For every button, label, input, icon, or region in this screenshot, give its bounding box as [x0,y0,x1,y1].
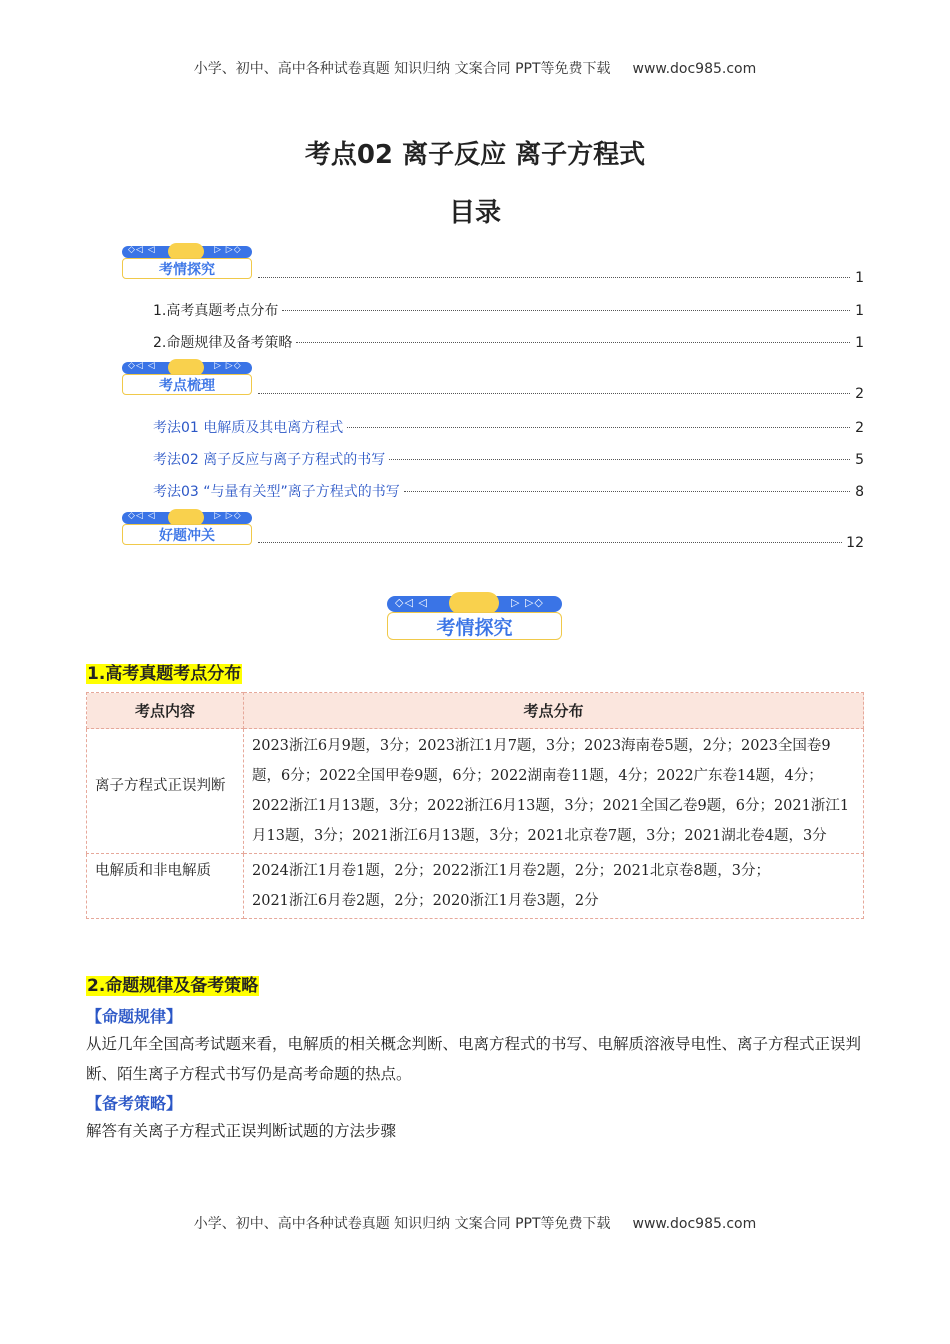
arrow-left-icon: ◇◁ ◁ [128,511,156,521]
table-header-topic: 考点内容 [87,693,244,729]
strategy-label: 【备考策略】 [86,1094,183,1113]
page-title: 考点02 离子反应 离子方程式 [304,140,646,170]
section-1-heading: 1.高考真题考点分布 [87,664,242,684]
table-header-dist: 考点分布 [244,693,864,729]
table-cell-topic: 电解质和非电解质 [87,854,244,919]
toc-item-2[interactable] [153,332,864,352]
toc-dots [389,459,850,460]
strategy-text: 解答有关离子方程式正误判断试题的方法步骤 [86,1122,397,1140]
toc-label: 1.高考真题考点分布 [153,303,279,319]
toc-row-kaoqing[interactable] [254,270,864,286]
toc-method-3[interactable] [153,481,864,501]
toc-dots [296,342,850,343]
badge-label: 考情探究 [159,262,215,278]
rule-text: 从近几年全国高考试题来看，电解质的相关概念判断、电离方程式的书写、电解质溶液导电性、离子方程式正误判断、陌生离子方程式书写仍是高考命题的热点。 [86,1035,862,1083]
badge-label: 好题冲关 [159,528,215,544]
toc-label: 考法03 “与量有关型”离子方程式的书写 [153,484,400,500]
table-cell-topic: 离子方程式正误判断 [87,729,244,854]
toc-row-haoti[interactable] [254,535,864,551]
arrow-right-icon: ▷ ▷◇ [214,511,242,521]
toc-dots [282,310,850,311]
distribution-table [86,692,864,919]
toc-dots [258,277,850,278]
badge-haoti-toc[interactable] [122,512,252,546]
table-row [87,854,864,919]
table-header-row [87,693,864,729]
table-cell-dist [244,854,864,919]
toc-title: 目录 [448,198,501,228]
arrow-right-icon: ▷ ▷◇ [511,596,544,609]
toc-label: 2.命题规律及备考策略 [153,335,293,351]
toc-label: 考法02 离子反应与离子方程式的书写 [153,452,386,468]
badge-kaodian-toc[interactable] [122,362,252,396]
toc-page: 2 [855,386,864,402]
arrow-right-icon: ▷ ▷◇ [214,361,242,371]
toc-method-2[interactable] [153,449,864,469]
toc-row-kaodian[interactable] [254,386,864,402]
arrow-left-icon: ◇◁ ◁ [395,596,428,609]
badge-label: 考点梳理 [159,378,215,394]
page-footer [0,1213,950,1233]
toc-page: 1 [855,335,864,351]
table-cell-dist-line2: 2021浙江6月卷2题，2分；2020浙江1月卷3题，2分 [252,893,599,909]
footer-url[interactable]: www.doc985.com [632,1216,757,1232]
toc-dots [258,542,842,543]
toc-page: 1 [855,303,864,319]
table-cell-dist-line1: 2024浙江1月卷1题，2分；2022浙江1月卷2题，2分；2021北京卷8题，3分； [252,863,771,879]
toc-page: 8 [855,484,864,500]
toc-page: 2 [855,420,864,436]
badge-knob [449,592,499,614]
header-text: 小学、初中、高中各种试卷真题 知识归纳 文案合同 PPT等免费下载 [193,61,611,77]
toc-item-1[interactable] [153,300,864,320]
table-row [87,729,864,854]
table-cell-dist: 2023浙江6月9题，3分；2023浙江1月7题，3分；2023海南卷5题，2分；2023全国卷9题，6分；2022全国甲卷9题，6分；2022湖南卷11题，4分；2022广东卷14题，4分；2022浙江1月13题，3分；2022浙江6月13题，3分；2021全国乙卷9题，6分；2021浙江1月13题，3分；2021浙江6月13题，3分；2021北京卷7题，3分；2021湖北卷4题，3分 [244,729,864,854]
toc-dots [258,393,850,394]
toc-page: 1 [855,270,864,286]
footer-text: 小学、初中、高中各种试卷真题 知识归纳 文案合同 PPT等免费下载 [193,1216,611,1232]
rule-label: 【命题规律】 [86,1007,183,1026]
toc-page: 12 [846,535,864,551]
badge-kaoqing-section [387,596,562,640]
arrow-right-icon: ▷ ▷◇ [214,245,242,255]
toc-method-1[interactable] [153,417,864,437]
toc-label: 考法01 电解质及其电离方程式 [153,420,344,436]
arrow-left-icon: ◇◁ ◁ [128,245,156,255]
section-2-heading: 2.命题规律及备考策略 [87,976,259,996]
arrow-left-icon: ◇◁ ◁ [128,361,156,371]
toc-dots [347,427,850,428]
toc-dots [404,491,850,492]
toc-page: 5 [855,452,864,468]
badge-label: 考情探究 [436,617,513,639]
header-url[interactable]: www.doc985.com [632,61,757,77]
badge-kaoqing-toc[interactable] [122,246,252,280]
page-header [0,58,950,78]
